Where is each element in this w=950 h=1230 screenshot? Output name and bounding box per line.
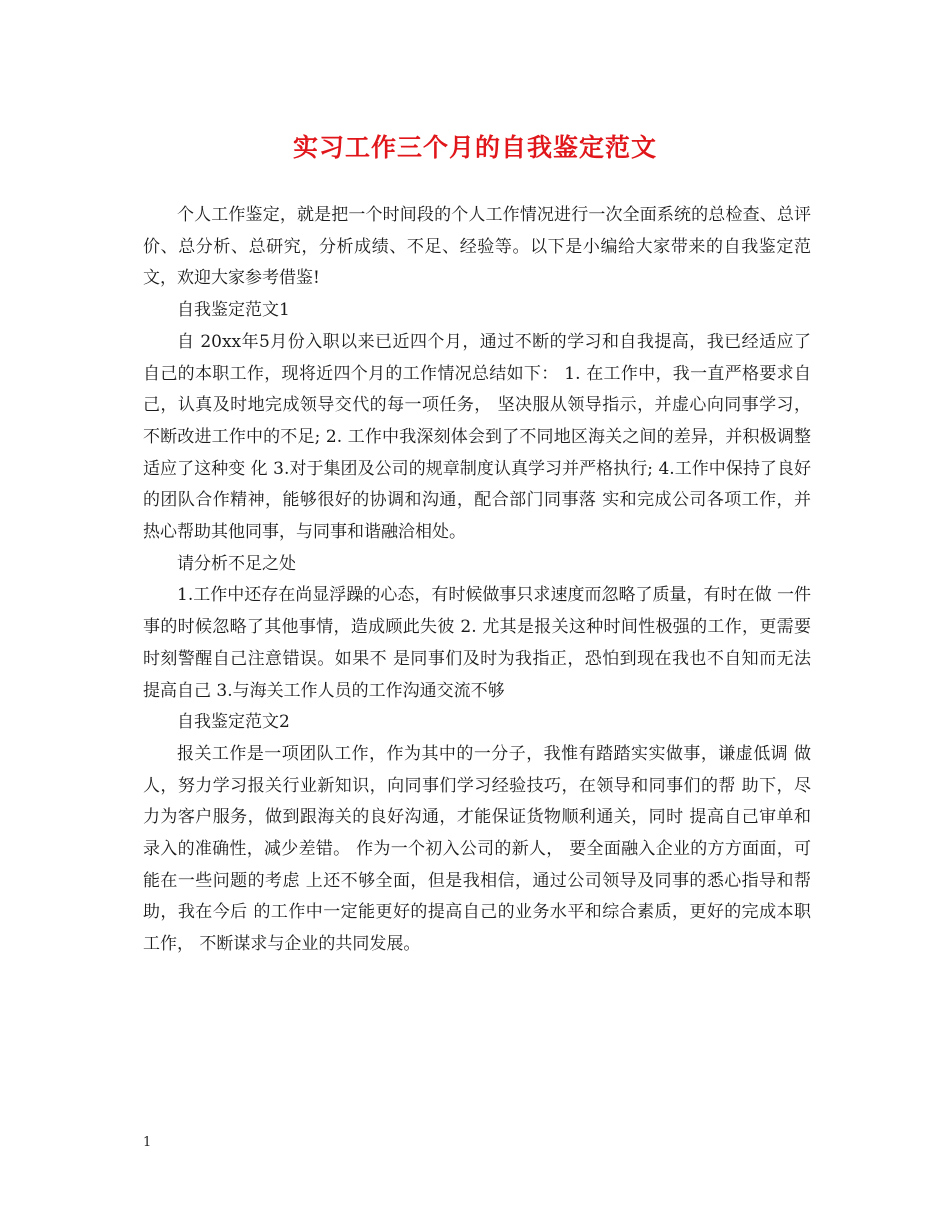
section-heading-shortcomings: 请分析不足之处 xyxy=(177,553,296,574)
section-heading-sample-1: 自我鉴定范文1 xyxy=(177,300,290,321)
section-heading-sample-2: 自我鉴定范文2 xyxy=(177,712,290,733)
page-number: 1 xyxy=(143,1135,152,1150)
intro-paragraph: 个人工作鉴定，就是把一个时间段的个人工作情况进行一次全面系统的总检查、总评价、总分析、总研究，分析成绩、不足、经验等。以下是小编给大家带来的自我鉴定范文，欢迎大家参考借鉴! xyxy=(143,205,811,289)
sample-1-paragraph: 自 20xx年5月份入职以来已近四个月，通过不断的学习和自我提高，我已经适应了自己的本职工作，现将近四个月的工作情况总结如下： 1. 在工作中，我一直严格要求自己，认真及时地完成领导交代的每一项任务， 坚决服从领导指示，并虚心向同事学习，不断改进工作中的不足; 2. 工作中我深刻体会到了不同地区海关之间的差异，并积极调整适应了这种变 化 3.对于集团及公司的规章制度认真学习并严格执行; 4.工作中保持了良好的团队合作精神，能够很好的协调和沟通，配合部门同事落 实和完成公司各项工作，并热心帮助其他同事，与同事和谐融洽相处。 xyxy=(143,331,811,543)
sample-2-paragraph: 报关工作是一项团队工作，作为其中的一分子，我惟有踏踏实实做事，谦虚低调 做人，努力学习报关行业新知识，向同事们学习经验技巧，在领导和同事们的帮 助下，尽力为客户服务，做到跟海关的良好沟通，才能保证货物顺利通关，同时 提高自己审单和录入的准确性，减少差错。 作为一个初入公司的新人， 要全面融入企业的方方面面，可能在一些问题的考虑 上还不够全面，但是我相信，通过公司领导及同事的悉心指导和帮助，我在今后 的工作中一定能更好的提高自己的业务水平和综合素质，更好的完成本职工作， 不断谋求与企业的共同发展。 xyxy=(143,743,811,955)
shortcomings-paragraph: 1.工作中还存在尚显浮躁的心态，有时候做事只求速度而忽略了质量，有时在做 一件事的时候忽略了其他事情，造成顾此失彼 2. 尤其是报关这种时间性极强的工作，更需要时刻警醒自己注意错误。如果不 是同事们及时为我指正，恐怕到现在我也不自知而无法提高自己 3.与海关工作人员的工作沟通交流不够 xyxy=(143,585,811,701)
document-title: 实习工作三个月的自我鉴定范文 xyxy=(292,133,657,162)
document-body xyxy=(143,200,811,961)
